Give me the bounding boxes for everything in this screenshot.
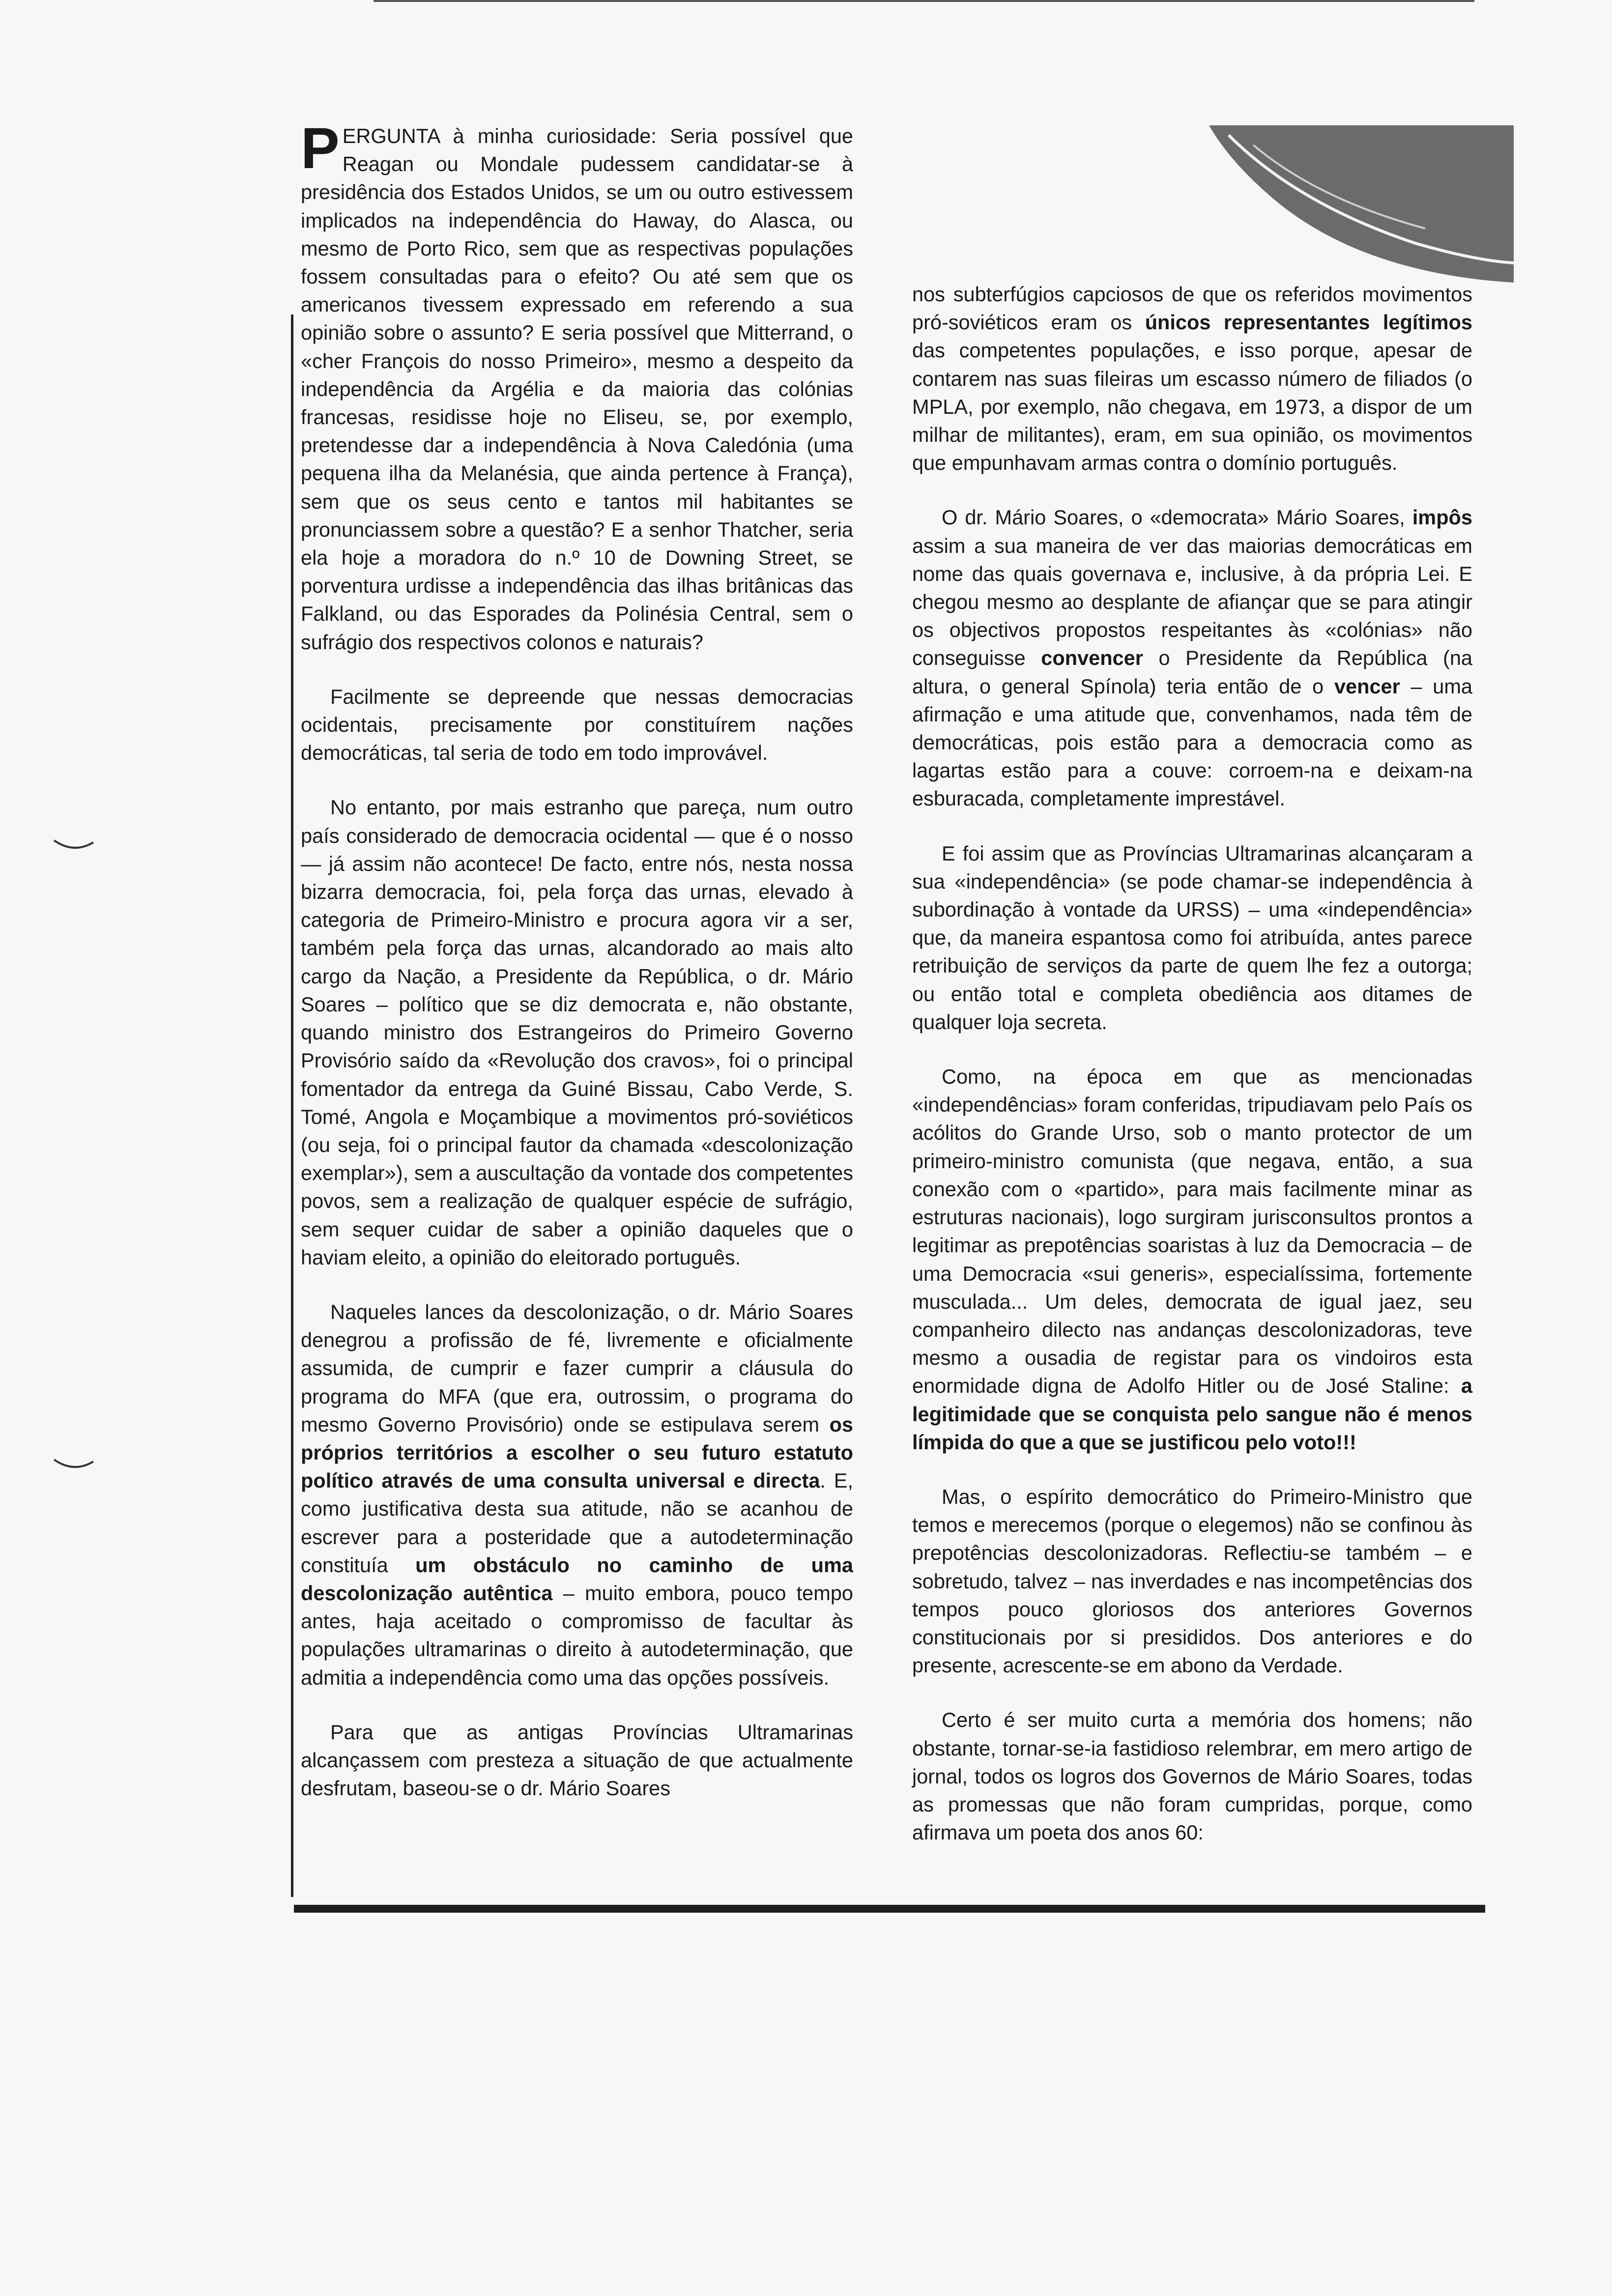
text-run: – uma afirmação e uma atitude que, convenhamos, nada têm de democráticas, pois estão para a democracia como as lagartas estão para a couve: corroem-na e deixam-na esburacada, completamente imprestável.: [912, 674, 1472, 810]
paragraph: No entanto, por mais estranho que pareça, num outro país considerado de democracia ocidental — que é o nosso — já assim não acontece! De facto, entre nós, nesta nossa bizarra democracia, foi, pela força das urnas, elevado à categoria de Primeiro-Ministro e procura agora vir a ser, também pela força das urnas, alcandorado ao mais alto cargo da Nação, a Presidente da República, o dr. Mário Soares – político que se diz democrata e, não obstante, quando ministro dos Estrangeiros do Primeiro Governo Provisório saído da «Revolução dos cravos», foi o principal fomentador da entrega da Guiné Bissau, Cabo Verde, S. Tomé, Angola e Moçambique a movimentos pró-soviéticos (ou seja, foi o principal fautor da chamada «descolonização exemplar»), sem a auscultação da vontade dos competentes povos, sem a realização de qualquer espécie de sufrágio, sem sequer cuidar de saber a opinião daqueles que o haviam eleito, a opinião do eleitorado português.: [301, 796, 853, 1269]
text-run: Como, na época em que as mencionadas «independências» foram conferidas, tripudiavam pelo País os acólitos do Grande Urso, sob o manto protector de um primeiro-ministro comunista (que negava, então, a sua conexão com o «partido», para mais facilmente minar as estruturas nacionais), logo surgiram jurisconsultos prontos a legitimar as prepotências soaristas à luz da Democracia – de uma Democracia «sui generis», especialíssima, fortemente musculada... Um deles, democrata de igual jaez, seu companheiro dilecto nas andanças descolonizadoras, teve mesmo a ousadia de registar para os vindoiros esta enormidade digna de Adolfo Hitler ou de José Staline:: [912, 1065, 1472, 1398]
bold-text: convencer: [1041, 646, 1143, 670]
text-run: – muito embora, pouco tempo antes, haja aceitado o compromisso de facultar às populações ultramarinas o direito à autodeterminação, que admitia a independência como uma das opções possíveis.: [301, 1581, 853, 1689]
article-right-column: [912, 280, 1472, 1873]
paragraph: [912, 280, 1472, 477]
left-column-rule: [291, 315, 293, 1897]
bottom-rule: [294, 1905, 1485, 1913]
drop-cap: P: [301, 116, 340, 181]
text-run: O dr. Mário Soares, o «democrata» Mário Soares,: [942, 506, 1412, 529]
margin-mark-upper: [52, 835, 96, 855]
margin-mark-lower: [52, 1455, 96, 1474]
bold-text: a legitimidade que se conquista pelo sangue não é menos límpida do que a que se justificou pelo voto!!!: [912, 1374, 1472, 1454]
top-rule: [374, 0, 1474, 2]
text-run: assim a sua maneira de ver das maiorias democráticas em nome das quais governava e, inclusive, à da própria Lei. E chegou mesmo ao desplante de afiançar que se para atingir os objectivos propostos respeitantes às «colónias» não conseguisse: [912, 534, 1472, 670]
text-run: nos subterfúgios capciosos de que os referidos movimentos pró-soviéticos eram os: [912, 283, 1472, 334]
paragraph-text: ERGUNTA à minha curiosidade: Seria possível que Reagan ou Mondale pudessem candidatar-se à presidência dos Estados Unidos, se um ou outro estivessem implicados na independência do Haway, do Alasca, ou mesmo de Porto Rico, sem que as respectivas populações fossem consultadas para o efeito? Ou até sem que os americanos tivessem expressado em referendo a sua opinião sobre o assunto? E seria possível que Mitterrand, o «cher François do nosso Primeiro», mesmo a despeito da independência da Argélia e da maioria das colónias francesas, residisse hoje no Eliseu, se, por exemplo, pretendesse dar a independência à Nova Caledónia (uma pequena ilha da Melanésia, que ainda pertence à França), sem que os seus cento e tantos mil habitantes se pronunciassem sobre a questão? E a senhor Thatcher, seria ela hoje a moradora do n.º 10 de Downing Street, se porventura urdisse a independência das ilhas britânicas das Falkland, ou das Esporades da Polinésia Central, sem o sufrágio dos respectivos colonos e naturais?: [301, 124, 853, 654]
bold-text: únicos representantes legítimos: [1145, 311, 1473, 334]
paragraph: [301, 1298, 853, 1692]
text-run: das competentes populações, e isso porque, apesar de contarem nas suas fileiras um escasso número de filiados (o MPLA, por exemplo, não chegava, em 1973, a dispor de um milhar de militantes), eram, em sua opinião, os movimentos que empunhavam armas contra o domínio português.: [912, 339, 1472, 475]
text-run: Naqueles lances da descolonização, o dr. Mário Soares denegrou a profissão de fé, livremente e oficialmente assumida, de cumprir e fazer cumprir a cláusula do programa do MFA (que era, outrossim, o programa do mesmo Governo Provisório) onde se estipulava serem: [301, 1300, 853, 1436]
paragraph: E foi assim que as Províncias Ultramarinas alcançaram a sua «independência» (se pode chamar-se independência à subordinação à vontade da URSS) – uma «independência» que, da maneira espantosa como foi atribuída, antes parece retribuição de serviços da parte de quem lhe fez a outorga; ou então total e completa obediência aos ditames de qualquer loja secreta.: [912, 841, 1472, 1033]
bold-text: impôs: [1412, 506, 1472, 529]
paragraph: Para que as antigas Províncias Ultramarinas alcançassem com presteza a situação de que actualmente desfrutam, baseou-se o dr. Mário Soares: [301, 1720, 853, 1800]
paragraph: Facilmente se depreende que nessas democracias ocidentais, precisamente por constituírem nações democráticas, tal seria de todo em todo improvável.: [301, 685, 853, 765]
paragraph: [912, 1062, 1472, 1456]
paragraph: [301, 116, 853, 656]
bold-text: vencer: [1334, 674, 1400, 698]
corner-graphic: [1209, 125, 1514, 287]
bold-text: os próprios territórios a escolher o seu futuro estatuto político através de uma consulta universal e directa: [301, 1412, 853, 1492]
paragraph: [912, 503, 1472, 812]
article-left-column: [301, 116, 853, 1829]
text-run: o Presidente da República (na altura, o general Spínola) teria então de o: [912, 646, 1473, 698]
paragraph: Certo é ser muito curta a memória dos homens; não obstante, tornar-se-ia fastidioso relembrar, em mero artigo de jornal, todos os logros dos Governos de Mário Soares, todas as promessas que não foram cumpridas, porque, como afirmava um poeta dos anos 60:: [912, 1708, 1472, 1844]
paragraph: Mas, o espírito democrático do Primeiro-Ministro que temos e merecemos (porque o elegemos) não se confinou às prepotências descolonizadoras. Reflectiu-se também – e sobretudo, talvez – nas inverdades e nas incompetências dos tempos pouco gloriosos dos anteriores Governos constitucionais por si presididos. Dos anteriores e do presente, acrescente-se em abono da Verdade.: [912, 1485, 1472, 1677]
text-run: . E, como justificativa desta sua atitude, não se acanhou de escrever para a posteridade que a autodeterminação constituía: [301, 1469, 853, 1577]
bold-text: um obstáculo no caminho de uma descolonização autêntica: [301, 1553, 853, 1605]
